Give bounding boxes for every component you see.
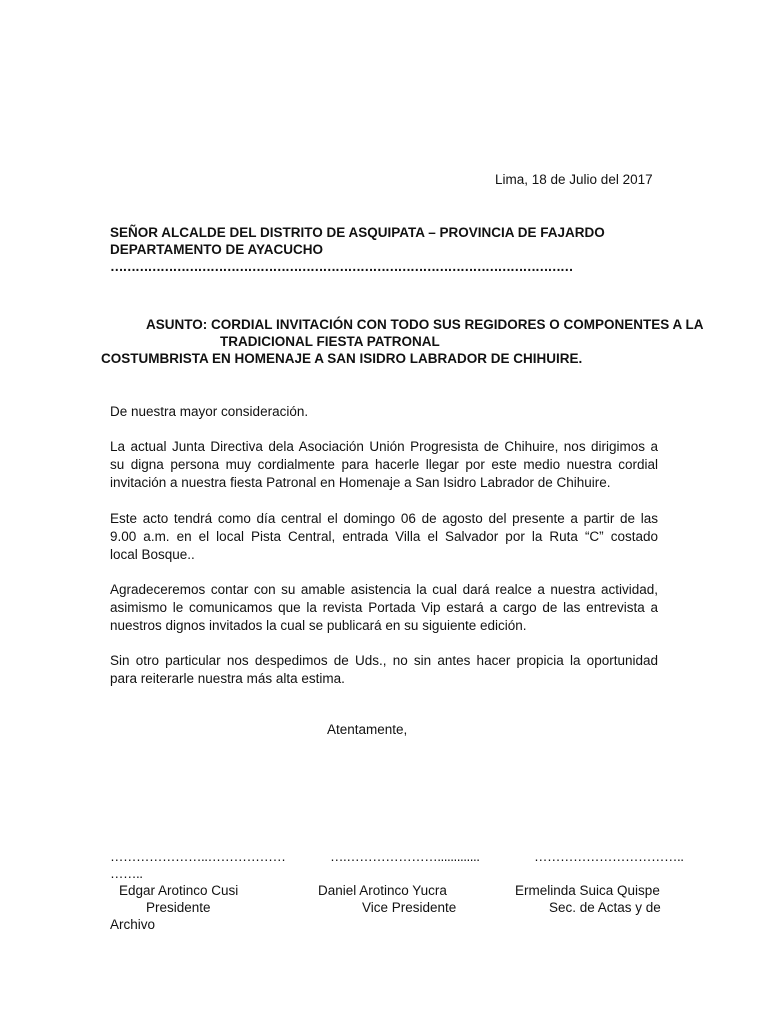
paragraph-line: 9.00 a.m. en el local Pista Central, entrada Villa el Salvador por la Ruta “C” costado: [110, 529, 658, 544]
paragraph-line: local Bosque..: [110, 547, 195, 562]
signature-line-left: …………………..………………: [110, 849, 286, 864]
paragraph-line: invitación a nuestra fiesta Patronal en Homenaje a San Isidro Labrador de Chihuire.: [110, 475, 611, 490]
signature-line-mid: ….………………….............: [330, 849, 480, 864]
paragraph-line: su digna persona muy cordialmente para hacerle llegar por este medio nuestra cordial: [110, 457, 658, 472]
body-paragraph-1: [110, 438, 658, 492]
paragraph-line: para reiterarle nuestra más alta estima.: [110, 671, 345, 686]
signature-line-right: ……………………………..: [534, 849, 684, 864]
body-paragraph-4: [110, 652, 658, 688]
paragraph-line: Este acto tendrá como día central el domingo 06 de agosto del presente a partir de las: [110, 511, 658, 526]
signatory-name-left: Edgar Arotinco Cusi: [119, 883, 239, 898]
subject-line-3: COSTUMBRISTA EN HOMENAJE A SAN ISIDRO LABRADOR DE CHIHUIRE.: [101, 351, 583, 366]
greeting: De nuestra mayor consideración.: [110, 404, 309, 419]
recipient-line-2: DEPARTAMENTO DE AYACUCHO: [110, 242, 324, 257]
subject-line-2: TRADICIONAL FIESTA PATRONAL: [220, 334, 440, 349]
letter-date: Lima, 18 de Julio del 2017: [495, 172, 653, 187]
paragraph-line: asimismo le comunicamos que la revista Portada Vip estará a cargo de las entrevista a: [110, 600, 658, 615]
paragraph-line: nuestros dignos invitados la cual se publicará en su siguiente edición.: [110, 618, 527, 633]
body-paragraph-2: [110, 510, 658, 564]
signature-line-left-cont: ……..: [110, 866, 143, 881]
body-paragraph-3: [110, 581, 658, 635]
paragraph-line: La actual Junta Directiva dela Asociación Unión Progresista de Chihuire, nos dirigimos a: [110, 439, 658, 454]
paragraph-line: Agradeceremos contar con su amable asistencia la cual dará realce a nuestra actividad,: [110, 582, 658, 597]
signatory-role-mid: Vice Presidente: [362, 900, 457, 915]
recipient-dots: …………………………………………………………………………………………………: [110, 259, 573, 274]
closing: Atentamente,: [327, 722, 408, 737]
signatory-role-right: Sec. de Actas y de: [549, 900, 661, 915]
signatory-role-left: Presidente: [146, 900, 211, 915]
signatory-name-mid: Daniel Arotinco Yucra: [318, 883, 447, 898]
subject-line-1: ASUNTO: CORDIAL INVITACIÓN CON TODO SUS REGIDORES O COMPONENTES A LA: [146, 317, 704, 332]
paragraph-line: Sin otro particular nos despedimos de Uds., no sin antes hacer propicia la oportunidad: [110, 653, 658, 668]
signatory-role-right-cont: Archivo: [110, 917, 156, 932]
signatory-name-right: Ermelinda Suica Quispe: [515, 883, 660, 898]
recipient-line-1: SEÑOR ALCALDE DEL DISTRITO DE ASQUIPATA – PROVINCIA DE FAJARDO: [110, 225, 605, 240]
